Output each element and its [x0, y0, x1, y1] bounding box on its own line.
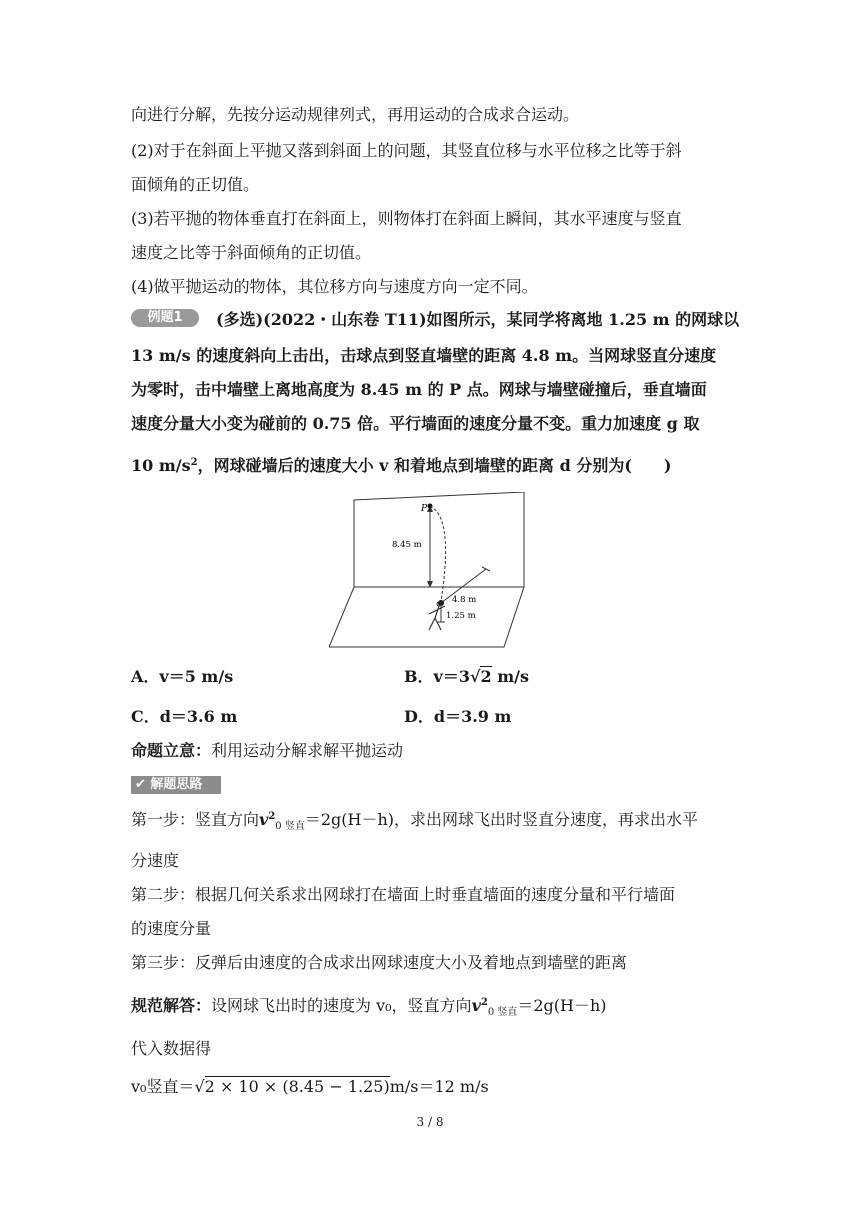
step-line: 第二步：根据几何关系求出网球打在墙面上时垂直墙面的速度分量和平行墙面	[131, 885, 676, 904]
text-span: ＝2g(H－h)，求出网球飞出时竖直分速度，再求出水平	[304, 810, 698, 829]
example-text: (多选)(2022・山东卷 T11)如图所示，某同学将离地 1.25 m 的网球以	[216, 310, 740, 329]
step-line: 分速度	[131, 851, 180, 870]
intent-text: 利用运动分解求解平抛运动	[211, 741, 404, 760]
sqrt-sign: √	[469, 667, 481, 686]
example-badge: 例题1	[131, 309, 199, 327]
example-text: 13 m/s 的速度斜向上击出，击球点到竖直墙壁的距离 4.8 m。当网球竖直分速度	[131, 346, 717, 365]
option-b	[404, 666, 529, 688]
example-text: 速度分量大小变为碰前的 0.75 倍。平行墙面的速度分量不变。重力加速度 g 取	[131, 414, 700, 433]
step-line: 的速度分量	[131, 919, 212, 938]
example-text	[131, 452, 672, 477]
option-c: C．d＝3.6 m	[131, 707, 238, 726]
radicand: 2	[480, 667, 492, 686]
text-span: m/s	[491, 667, 529, 686]
option-a: A．v＝5 m/s	[131, 667, 234, 686]
label-height: 8.45 m	[392, 540, 422, 550]
text-line: 向进行分解，先按分运动规律列式，再用运动的合成求合运动。	[131, 105, 580, 124]
subscript: 0 竖直	[275, 821, 305, 832]
text-span: B．v＝3	[404, 667, 470, 686]
text-span: 设网球飞出时的速度为 v₀，竖直方向	[211, 996, 472, 1015]
text-line: (3)若平抛的物体垂直打在斜面上，则物体打在斜面上瞬间，其水平速度与竖直	[131, 209, 682, 228]
text-span: 10 m/s	[131, 456, 191, 475]
step-line: 第三步：反弹后由速度的合成求出网球速度大小及着地点到墙壁的距离	[131, 953, 628, 972]
step-line	[131, 806, 698, 838]
text-span: ，网球碰墙后的速度大小 v 和着地点到墙壁的距离 d 分别为( )	[197, 456, 672, 475]
text-span: ＝2g(H－h)	[517, 996, 607, 1015]
subscript: 0 竖直	[487, 1007, 518, 1018]
text-line: 速度之比等于斜面倾角的正切值。	[131, 243, 372, 262]
intent-line	[131, 740, 403, 762]
answer-line	[131, 992, 607, 1024]
superscript: 2	[190, 457, 198, 468]
answer-label: 规范解答：	[131, 996, 212, 1015]
var-v: v	[259, 810, 269, 829]
text-span: m/s＝12 m/s	[389, 1077, 489, 1096]
text-span: 第一步：竖直方向	[131, 810, 260, 829]
example-text: 为零时，击中墙壁上离地高度为 8.45 m 的 P 点。网球与墙壁碰撞后，垂直墙面	[131, 380, 707, 399]
page-number: 3 / 8	[416, 1115, 444, 1129]
label-launch-height: 1.25 m	[446, 611, 476, 621]
option-d: D．d＝3.9 m	[404, 707, 512, 726]
text-line: (2)对于在斜面上平抛又落到斜面上的问题，其竖直位移与水平位移之比等于斜	[131, 141, 682, 160]
text-line: (4)做平抛运动的物体，其位移方向与速度方向一定不同。	[131, 277, 538, 296]
solution-badge: ✔ 解题思路	[131, 776, 221, 794]
superscript: 2	[268, 811, 276, 822]
intent-label: 命题立意：	[131, 741, 212, 760]
label-p: P	[421, 504, 428, 514]
radicand: 2 × 10 × (8.45 − 1.25)	[204, 1077, 390, 1096]
superscript: 2	[480, 997, 488, 1008]
solution-badge-label: 解题思路	[150, 777, 203, 792]
text-line: 面倾角的正切值。	[131, 175, 260, 194]
label-distance: 4.8 m	[452, 595, 477, 605]
sqrt-sign: √	[194, 1077, 205, 1096]
answer-line: 代入数据得	[131, 1039, 212, 1058]
tennis-wall-figure	[329, 492, 529, 652]
text-span: v₀竖直＝	[131, 1077, 195, 1096]
var-v: v	[471, 996, 481, 1015]
answer-equation	[131, 1076, 489, 1098]
